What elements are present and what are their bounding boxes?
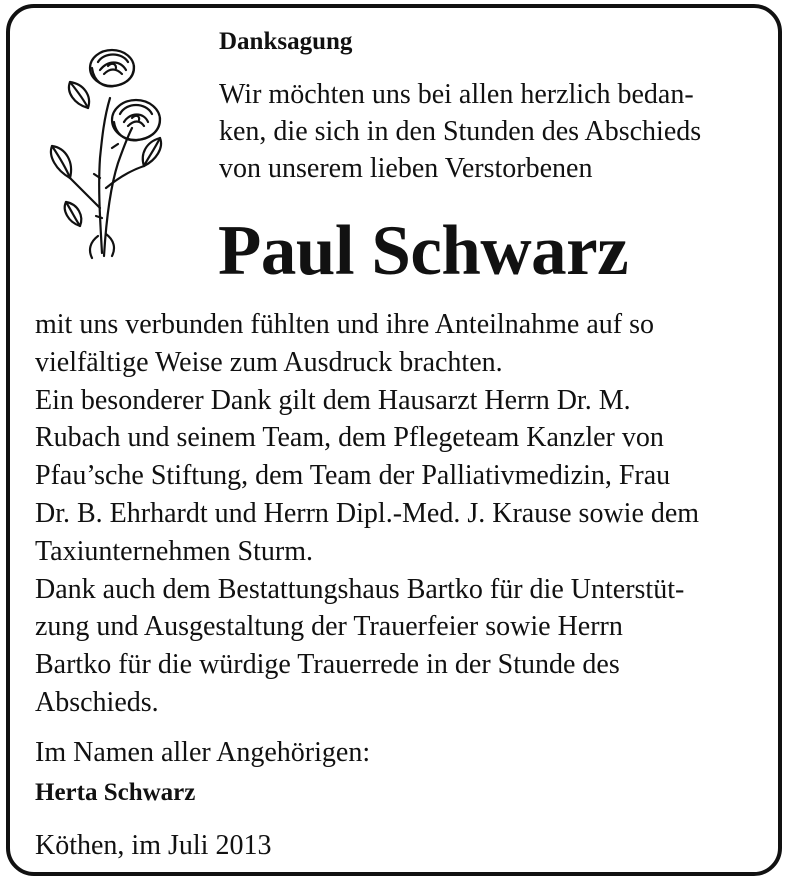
- body-line: Dank auch dem Bestattungshaus Bartko für die Unterstüt-: [35, 573, 685, 605]
- intro-line: Wir möchten uns bei allen herzlich bedan-: [219, 79, 694, 110]
- intro-paragraph: [219, 76, 764, 187]
- body-line: Taxiunternehmen Sturm.: [35, 535, 313, 567]
- body-line: Dr. B. Ehrhardt und Herrn Dipl.-Med. J. Krause sowie dem: [35, 497, 700, 529]
- body-line: Abschieds.: [35, 686, 159, 718]
- place-date: Köthen, im Juli 2013: [35, 830, 272, 861]
- deceased-name: Paul Schwarz: [218, 212, 629, 290]
- closing-line: Im Namen aller Angehörigen:: [35, 737, 371, 768]
- body-line: Bartko für die würdige Trauerrede in der Stunde des: [35, 649, 620, 681]
- body-line: vielfältige Weise zum Ausdruck brachten.: [35, 346, 503, 378]
- signer-name: Herta Schwarz: [35, 779, 196, 806]
- intro-line: von unserem lieben Verstorbenen: [219, 153, 593, 184]
- body-line: Pfau’sche Stiftung, dem Team der Palliativmedizin, Frau: [35, 460, 671, 492]
- body-line: Rubach und seinem Team, dem Pflegeteam Kanzler von: [35, 422, 664, 454]
- thanks-paragraph: [35, 306, 775, 722]
- intro-line: ken, die sich in den Stunden des Abschieds: [219, 116, 702, 147]
- body-line: mit uns verbunden fühlten und ihre Anteilnahme auf so: [35, 309, 654, 340]
- notice-heading: Danksagung: [219, 28, 353, 55]
- body-line: Ein besonderer Dank gilt dem Hausarzt Herrn Dr. M.: [35, 384, 631, 416]
- body-line: zung und Ausgestaltung der Trauerfeier sowie Herrn: [35, 611, 623, 643]
- rose-icon: [40, 38, 170, 268]
